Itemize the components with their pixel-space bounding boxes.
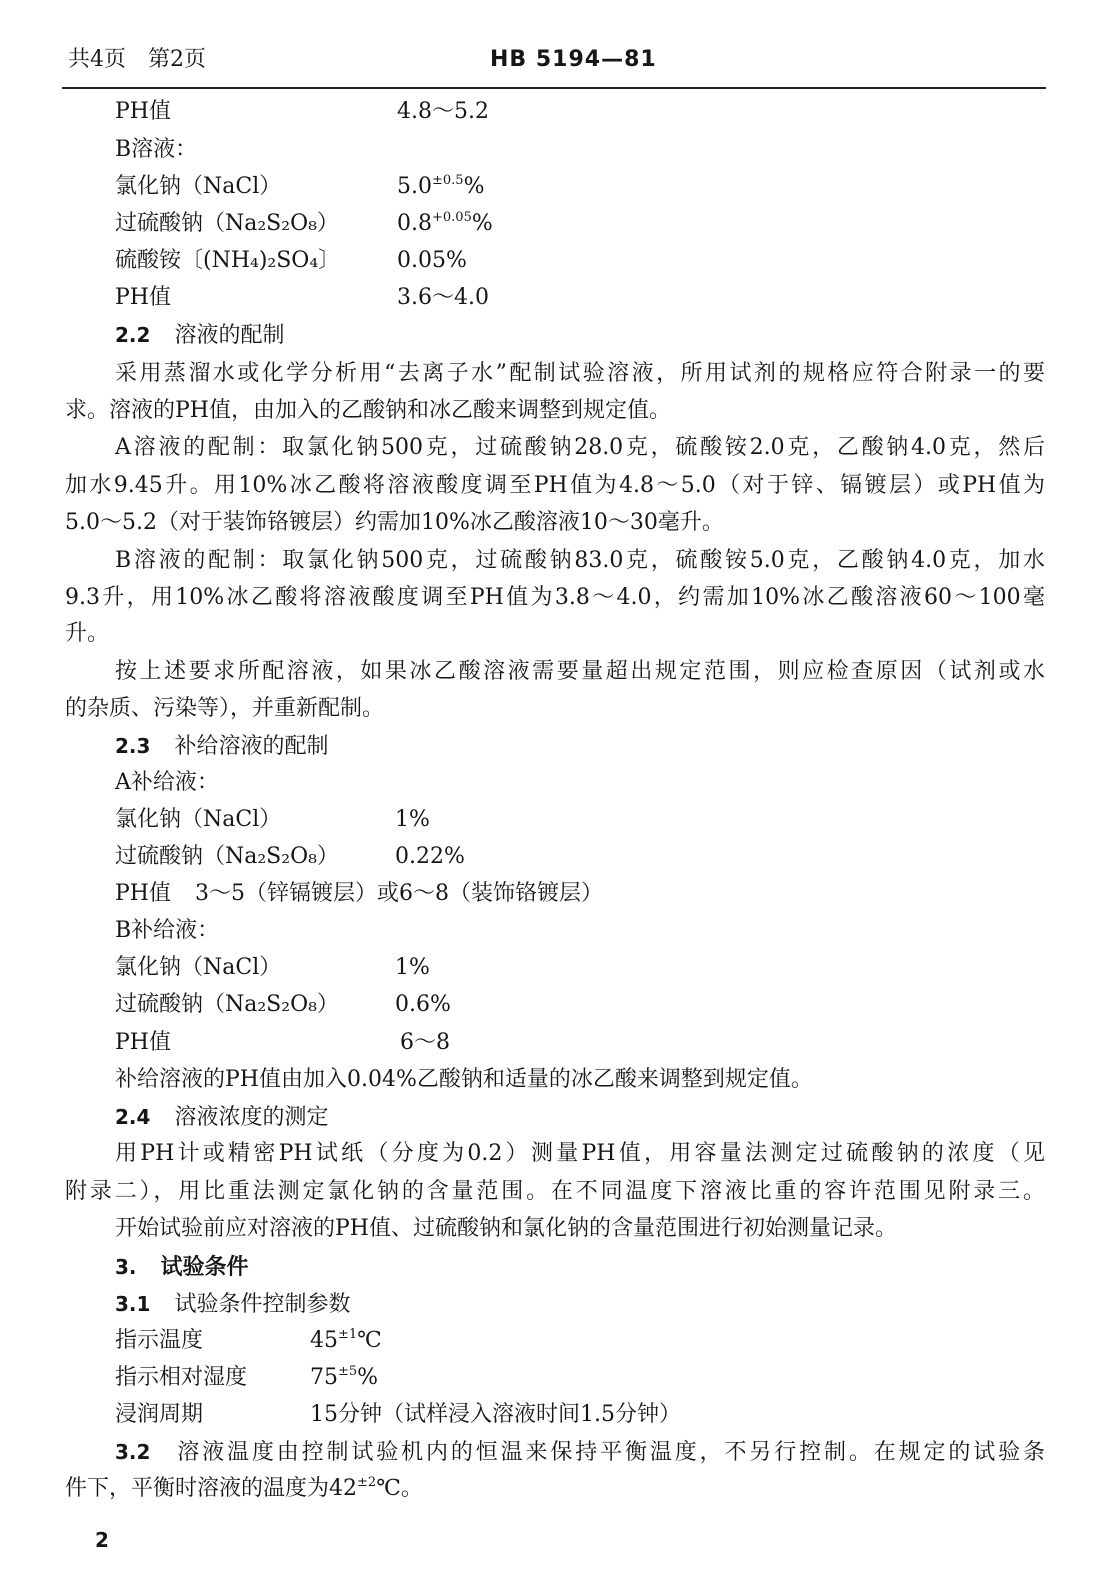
param-humidity-value [310, 1363, 378, 1393]
section-number: 3.2 [115, 1440, 151, 1464]
solution-a-ph-value: 4.8～5.2 [397, 99, 489, 124]
solution-b-title: B溶液： [115, 137, 198, 162]
paragraph-line: 求。溶液的PH值，由加入的乙酸钠和冰乙酸来调整到规定值。 [65, 398, 671, 423]
paragraph-line: 加水9.45升。用10%冰乙酸将溶液酸度调至PH值为4.8～5.0（对于锌、镉镀层）或PH值为 [65, 473, 1045, 498]
value-base: 0.8 [397, 211, 432, 236]
paragraph-line: 用PH计或精密PH试纸（分度为0.2）测量PH值，用容量法测定过硫酸钠的浓度（见 [115, 1141, 1045, 1166]
paragraph-line: 9.3升，用10%冰乙酸将溶液酸度调至PH值为3.8～4.0，约需加10%冰乙酸溶液60～100毫 [65, 585, 1045, 610]
page-info: 共4页 第2页 [68, 47, 206, 72]
value-unit: % [463, 174, 485, 199]
section-3-2-line [65, 1474, 423, 1504]
paragraph-line: 开始试验前应对溶液的PH值、过硫酸钠和氯化钠的含量范围进行初始测量记录。 [115, 1216, 897, 1241]
section-number: 3.1 [115, 1292, 151, 1316]
section-title: 溶液浓度的测定 [174, 1105, 329, 1130]
header-rule [62, 87, 1046, 89]
solution-b-ammonium-sulfate-value: 0.05% [397, 248, 467, 273]
section-title: 补给溶液的配制 [174, 734, 329, 759]
solution-a-ph-label: PH值 [115, 99, 171, 124]
paragraph-line: 按上述要求所配溶液，如果冰乙酸溶液需要量超出规定范围，则应检查原因（试剂或水 [115, 659, 1045, 684]
standard-number: HB 5194—81 [490, 47, 657, 72]
value-base: 45 [310, 1328, 338, 1353]
paragraph-line: B溶液的配制：取氯化钠500克，过硫酸钠83.0克，硫酸铵5.0克，乙酸钠4.0克，加水 [115, 548, 1045, 573]
section-2-3-heading [115, 731, 328, 762]
paragraph-text: 件下，平衡时溶液的温度为 [65, 1476, 330, 1501]
solution-b-nacl-label: 氯化钠（NaCl） [115, 174, 282, 199]
solution-b-ph-value: 3.6～4.0 [397, 285, 489, 310]
replenish-b-nacl-label: 氯化钠（NaCl） [115, 955, 282, 980]
paragraph-line: 附录二），用比重法测定氯化钠的含量范围。在不同温度下溶液比重的容许范围见附录三。 [65, 1179, 1045, 1204]
param-temperature-value [310, 1326, 382, 1356]
replenish-b-title: B补给液： [115, 918, 220, 943]
value-tolerance: ±1 [338, 1327, 358, 1342]
section-number: 2.3 [115, 734, 151, 758]
replenish-a-persulfate-value: 0.22% [395, 844, 465, 869]
solution-b-ph-label: PH值 [115, 285, 171, 310]
value-tolerance: ±0.5 [432, 173, 464, 188]
param-cycle-label: 浸润周期 [115, 1402, 204, 1427]
replenish-b-ph-value: 6～8 [400, 1030, 450, 1055]
section-title: 试验条件控制参数 [174, 1292, 351, 1317]
value-unit: % [357, 1365, 379, 1390]
section-3-1-heading [115, 1289, 350, 1320]
value-unit: % [471, 211, 493, 236]
replenish-a-nacl-label: 氯化钠（NaCl） [115, 807, 282, 832]
solution-b-persulfate-value [397, 209, 493, 239]
replenish-a-ph-label: PH值 [115, 881, 171, 906]
solution-b-persulfate-label: 过硫酸钠（Na₂S₂O₈） [115, 211, 339, 236]
value-base: 75 [310, 1365, 338, 1390]
section-title: 试验条件 [160, 1254, 249, 1280]
param-temperature-label: 指示温度 [115, 1328, 204, 1353]
section-2-4-heading [115, 1102, 328, 1133]
param-humidity-label: 指示相对湿度 [115, 1365, 248, 1390]
value-unit: ℃ [376, 1476, 401, 1501]
paragraph-text: 溶液温度由控制试验机内的恒温来保持平衡温度，不另行控制。在规定的试验条 [174, 1440, 1045, 1465]
value-tolerance: ±5 [338, 1364, 358, 1379]
solution-b-nacl-value [397, 172, 484, 202]
paragraph-line: 升。 [65, 621, 110, 646]
section-number: 2.2 [115, 323, 151, 347]
value-base: 5.0 [397, 174, 432, 199]
replenish-b-persulfate-value: 0.6% [395, 992, 451, 1017]
section-3-2-line [115, 1437, 1045, 1468]
replenish-b-persulfate-label: 过硫酸钠（Na₂S₂O₈） [115, 992, 339, 1017]
paragraph-line: 的杂质、污染等），并重新配制。 [65, 696, 385, 721]
section-number: 3. [115, 1255, 137, 1279]
section-3-heading [115, 1252, 249, 1283]
value-base: 42 [329, 1476, 358, 1501]
section-2-2-heading [115, 320, 284, 351]
replenish-a-ph-value: 3～5（锌镉镀层）或6～8（装饰铬镀层） [195, 881, 603, 906]
paragraph-line: A溶液的配制：取氯化钠500克，过硫酸钠28.0克，硫酸铵2.0克，乙酸钠4.0克，然后 [115, 435, 1045, 460]
section-title: 溶液的配制 [174, 323, 285, 348]
replenish-a-nacl-value: 1% [395, 807, 430, 832]
solution-b-ammonium-sulfate-label: 硫酸铵〔(NH₄)₂SO₄〕 [115, 248, 341, 273]
replenish-a-persulfate-label: 过硫酸钠（Na₂S₂O₈） [115, 844, 339, 869]
value-unit: ℃ [357, 1328, 382, 1353]
replenish-a-title: A补给液： [115, 770, 219, 795]
paragraph-line: 5.0～5.2（对于装饰铬镀层）约需加10%冰乙酸溶液10～30毫升。 [65, 510, 724, 535]
page-number: 2 [95, 1528, 109, 1552]
section-number: 2.4 [115, 1105, 151, 1129]
paragraph-line: 采用蒸溜水或化学分析用“去离子水”配制试验溶液，所用试剂的规格应符合附录一的要 [115, 361, 1045, 386]
param-cycle-value: 15分钟（试样浸入溶液时间1.5分钟） [310, 1402, 681, 1427]
value-tolerance: +0.05 [432, 210, 472, 225]
replenish-b-nacl-value: 1% [395, 955, 430, 980]
replenish-note: 补给溶液的PH值由加入0.04%乙酸钠和适量的冰乙酸来调整到规定值。 [115, 1067, 813, 1092]
sentence-end: 。 [400, 1476, 423, 1501]
value-tolerance: ±2 [357, 1475, 377, 1490]
replenish-b-ph-label: PH值 [115, 1030, 171, 1055]
